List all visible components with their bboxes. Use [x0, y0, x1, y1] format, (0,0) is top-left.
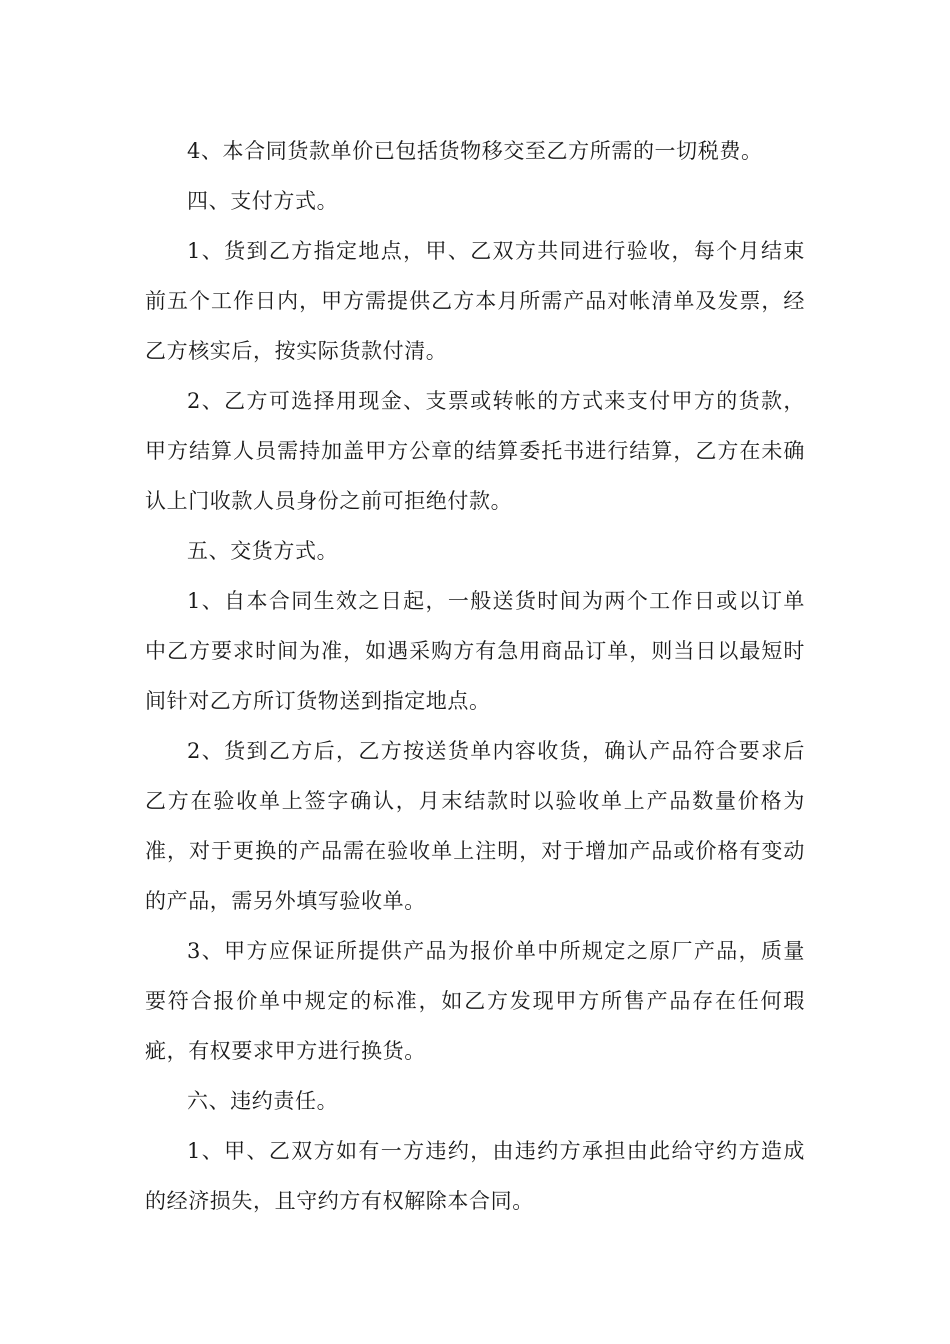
clause-delivery-3: 3、甲方应保证所提供产品为报价单中所规定之原厂产品，质量要符合报价单中规定的标准，如乙方发现甲方所售产品存在任何瑕疵，有权要求甲方进行换货。 — [145, 939, 805, 1063]
section-heading-delivery: 五、交货方式。 — [187, 539, 339, 563]
clause-liability-1: 1、甲、乙双方如有一方违约，由违约方承担由此给守约方造成的经济损失，且守约方有权解除本合同。 — [145, 1139, 805, 1213]
clause-delivery-2: 2、货到乙方后，乙方按送货单内容收货，确认产品符合要求后乙方在验收单上签字确认，月末结款时以验收单上产品数量价格为准，对于更换的产品需在验收单上注明，对于增加产品或价格有变动的产品，需另外填写验收单。 — [145, 739, 805, 913]
clause-4-tax-included: 4、本合同货款单价已包括货物移交至乙方所需的一切税费。 — [187, 139, 763, 163]
clause-payment-2: 2、乙方可选择用现金、支票或转帐的方式来支付甲方的货款，甲方结算人员需持加盖甲方公章的结算委托书进行结算，乙方在未确认上门收款人员身份之前可拒绝付款。 — [145, 389, 805, 513]
clause-delivery-1: 1、自本合同生效之日起，一般送货时间为两个工作日或以订单中乙方要求时间为准，如遇采购方有急用商品订单，则当日以最短时间针对乙方所订货物送到指定地点。 — [145, 589, 805, 713]
document-body — [145, 126, 805, 1226]
section-heading-liability: 六、违约责任。 — [187, 1089, 339, 1113]
section-heading-payment: 四、支付方式。 — [187, 189, 339, 213]
clause-payment-1: 1、货到乙方指定地点，甲、乙双方共同进行验收，每个月结束前五个工作日内，甲方需提供乙方本月所需产品对帐清单及发票，经乙方核实后，按实际货款付清。 — [145, 239, 805, 363]
